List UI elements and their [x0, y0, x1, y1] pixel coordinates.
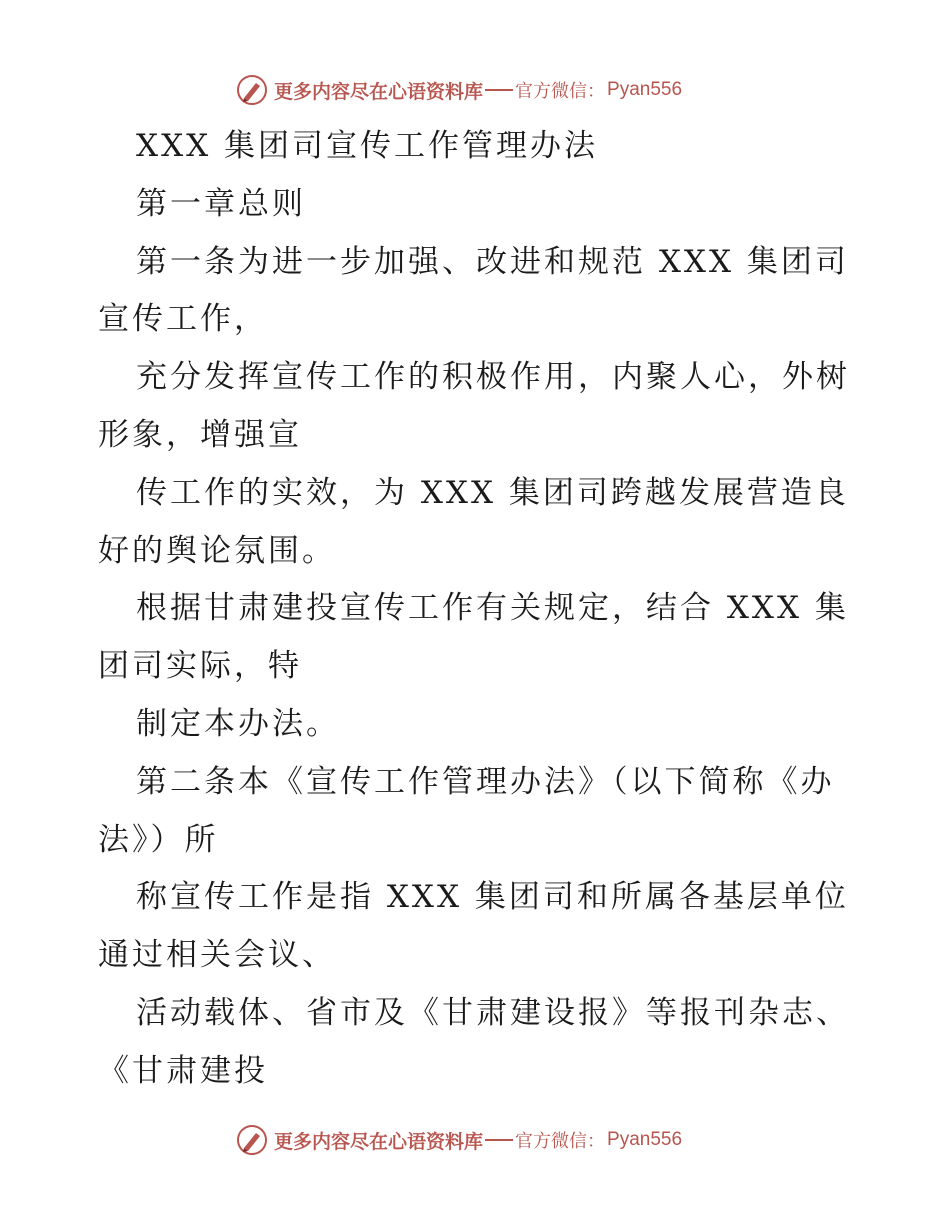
watermark-main-text: 更多内容尽在心语资料库 [274, 1130, 484, 1153]
paragraph-line: 活动载体、省市及《甘肃建设报》等报刊杂志、 [136, 994, 850, 1031]
watermark-dash [485, 89, 513, 91]
paragraph-line: 宣传工作， [98, 301, 268, 338]
paragraph-line: 通过相关会议、 [98, 937, 336, 974]
pen-logo-icon [236, 74, 268, 106]
document-title: XXX 集团司宣传工作管理办法 [136, 128, 599, 164]
pen-logo-icon [236, 1124, 268, 1156]
paragraph-line: 第二条本《宣传工作管理办法》（以下简称《办 [136, 763, 835, 800]
paragraph-line: 第一条为进一步加强、改进和规范 XXX 集团司 [136, 243, 849, 280]
header-watermark [236, 72, 682, 108]
paragraph-line: 《甘肃建投 [98, 1052, 268, 1089]
paragraph-line: 好的舆论氛围。 [98, 532, 336, 569]
watermark-id-text: Pyan556 [607, 1129, 683, 1150]
document-body [98, 118, 858, 1101]
watermark-dash [485, 1139, 513, 1141]
watermark-sub-text: 官方微信： [515, 1131, 606, 1152]
paragraph-line: 制定本办法。 [136, 705, 340, 742]
chapter-heading: 第一章总则 [136, 185, 306, 222]
footer-watermark [236, 1122, 682, 1158]
paragraph-line: 形象，增强宣 [98, 416, 302, 453]
watermark-id-text: Pyan556 [607, 79, 683, 100]
paragraph-line: 充分发挥宣传工作的积极作用，内聚人心，外树 [136, 359, 850, 396]
paragraph-line: 传工作的实效，为 XXX 集团司跨越发展营造良 [136, 474, 849, 511]
watermark-main-text: 更多内容尽在心语资料库 [274, 80, 484, 103]
paragraph-line: 法》）所 [98, 821, 219, 858]
paragraph-line: 称宣传工作是指 XXX 集团司和所属各基层单位 [136, 879, 849, 916]
paragraph-line: 团司实际，特 [98, 648, 302, 685]
paragraph-line: 根据甘肃建投宣传工作有关规定，结合 XXX 集 [136, 590, 849, 627]
watermark-sub-text: 官方微信： [515, 81, 606, 102]
